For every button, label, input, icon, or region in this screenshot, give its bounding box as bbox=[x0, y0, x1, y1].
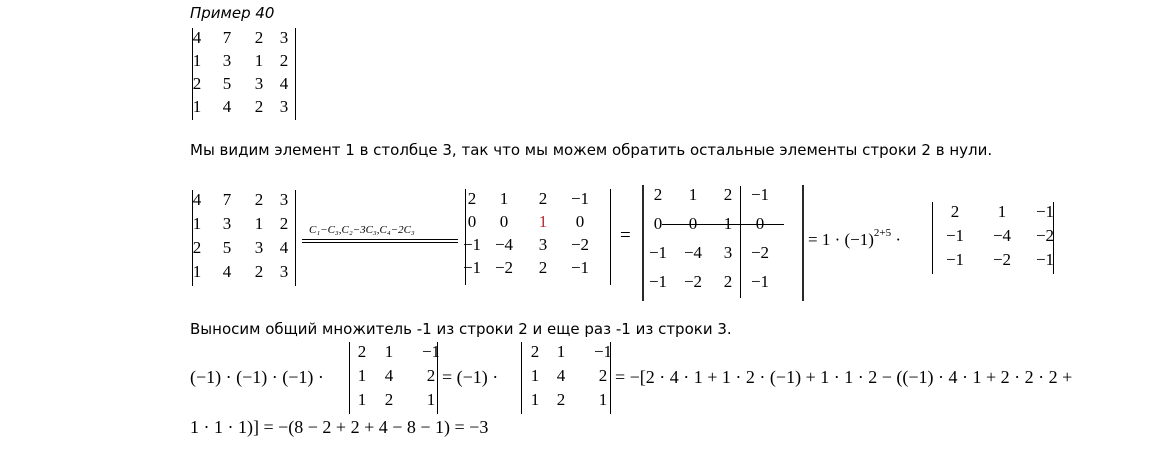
example-title: Пример 40 bbox=[190, 4, 275, 22]
matrix-cell: 2 bbox=[254, 262, 264, 281]
matrix-cell: 1 bbox=[384, 342, 394, 361]
matrix-cell: 0 bbox=[499, 212, 509, 231]
matrix-cell: −4 bbox=[992, 226, 1012, 245]
matrix-cell: 2 bbox=[467, 189, 477, 208]
matrix-cell: −1 bbox=[1035, 250, 1055, 269]
equals-sign: = bbox=[620, 225, 631, 246]
matrix-cell: 2 bbox=[653, 185, 663, 204]
matrix-cell: 2 bbox=[254, 28, 264, 47]
matrix-cell: 2 bbox=[530, 342, 540, 361]
column-strike-line bbox=[740, 186, 741, 298]
paragraph-1: Мы видим элемент 1 в столбце 3, так что мы можем обратить остальные элементы строки 2 в нули. bbox=[190, 141, 993, 159]
matrix-cell: 1 bbox=[254, 214, 264, 233]
matrix-cell: 3 bbox=[723, 243, 733, 262]
matrix-cell: −1 bbox=[945, 250, 965, 269]
line4: 1 · 1 · 1)] = −(8 − 2 + 2 + 4 − 8 − 1) = −3 bbox=[190, 417, 489, 437]
matrix-cell: 5 bbox=[222, 238, 232, 257]
operation-label: C₁−C₃,C₂−3C₃,C₄−2C₃ bbox=[309, 224, 415, 236]
matrix-cell: 2 bbox=[723, 272, 733, 291]
matrix-cell: 2 bbox=[598, 366, 608, 385]
matrix-cell: 2 bbox=[254, 97, 264, 116]
matrix-cell: 1 bbox=[192, 214, 202, 233]
matrix-cell: 2 bbox=[426, 366, 436, 385]
line3-mid: = (−1) · bbox=[442, 367, 499, 387]
matrix-cell: 1 bbox=[997, 202, 1007, 221]
matrix-cell: 2 bbox=[357, 342, 367, 361]
matrix-cell: 2 bbox=[384, 390, 394, 409]
matrix-cell: −1 bbox=[570, 189, 590, 208]
matrix-cell: −2 bbox=[683, 272, 703, 291]
row-strike-line bbox=[662, 224, 784, 225]
matrix-cell: 3 bbox=[279, 190, 289, 209]
matrix-cell: 0 bbox=[653, 214, 663, 233]
matrix-cell: 3 bbox=[279, 262, 289, 281]
matrix-cell: 3 bbox=[538, 235, 548, 254]
matrix-cell: 1 bbox=[538, 212, 548, 231]
matrix-cell: 1 bbox=[192, 97, 202, 116]
matrix-cell: 1 bbox=[192, 262, 202, 281]
matrix-cell: −2 bbox=[570, 235, 590, 254]
matrix-cell: 2 bbox=[279, 51, 289, 70]
matrix-cell: −2 bbox=[494, 258, 514, 277]
matrix-cell: 1 bbox=[254, 51, 264, 70]
line3-prefix: (−1) · (−1) · (−1) · bbox=[190, 367, 324, 387]
matrix-cell: −1 bbox=[462, 258, 482, 277]
matrix-cell: 4 bbox=[192, 28, 202, 47]
matrix-cell: 2 bbox=[192, 74, 202, 93]
matrix-cell: 4 bbox=[192, 190, 202, 209]
matrix-cell: 1 bbox=[426, 390, 436, 409]
matrix-cell: 2 bbox=[538, 258, 548, 277]
matrix-cell: 3 bbox=[254, 238, 264, 257]
matrix-cell: 4 bbox=[556, 366, 566, 385]
matrix-cell: 3 bbox=[222, 214, 232, 233]
matrix-cell: 2 bbox=[279, 214, 289, 233]
matrix-cell: 1 bbox=[530, 390, 540, 409]
matrix-cell: −1 bbox=[750, 272, 770, 291]
matrix-cell: −1 bbox=[593, 342, 613, 361]
matrix-cell: 3 bbox=[279, 97, 289, 116]
paragraph-2: Выносим общий множитель -1 из строки 2 и еще раз -1 из строки 3. bbox=[190, 320, 732, 338]
matrix-cell: 7 bbox=[222, 190, 232, 209]
matrix-cell: −1 bbox=[648, 243, 668, 262]
matrix-cell: 1 bbox=[357, 390, 367, 409]
matrix-cell: 7 bbox=[222, 28, 232, 47]
matrix-cell: −2 bbox=[750, 243, 770, 262]
matrix-cell: −1 bbox=[945, 226, 965, 245]
matrix-cell: 4 bbox=[279, 238, 289, 257]
matrix-cell: −2 bbox=[992, 250, 1012, 269]
cofactor-dot: · bbox=[895, 230, 902, 249]
matrix-cell: −4 bbox=[683, 243, 703, 262]
matrix-cell: 0 bbox=[575, 212, 585, 231]
matrix-cell: −1 bbox=[1035, 202, 1055, 221]
line3-tail: = −[2 · 4 · 1 + 1 · 2 · (−1) + 1 · 1 · 2 − ((−1) · 4 · 1 + 2 · 2 · 2 + bbox=[615, 367, 1073, 387]
matrix-cell: 2 bbox=[192, 238, 202, 257]
matrix-cell: −1 bbox=[648, 272, 668, 291]
matrix-cell: 2 bbox=[254, 190, 264, 209]
matrix-cell: 1 bbox=[556, 342, 566, 361]
matrix-cell: 1 bbox=[530, 366, 540, 385]
matrix-cell: −1 bbox=[570, 258, 590, 277]
cofactor-expression bbox=[808, 227, 902, 250]
matrix-cell: −1 bbox=[421, 342, 441, 361]
matrix-cell: 1 bbox=[357, 366, 367, 385]
matrix-cell: 2 bbox=[723, 185, 733, 204]
matrix-cell: 4 bbox=[222, 262, 232, 281]
matrix-cell: −4 bbox=[494, 235, 514, 254]
matrix-cell: 2 bbox=[538, 189, 548, 208]
double-arrow-line bbox=[302, 239, 458, 243]
matrix-cell: 1 bbox=[688, 185, 698, 204]
cofactor-prefix: = 1 · (−1) bbox=[808, 230, 874, 249]
matrix-cell: 1 bbox=[598, 390, 608, 409]
matrix-cell: 3 bbox=[279, 28, 289, 47]
matrix-cell: 3 bbox=[222, 51, 232, 70]
matrix-cell: 4 bbox=[222, 97, 232, 116]
matrix-cell: −1 bbox=[750, 185, 770, 204]
matrix-cell: 3 bbox=[254, 74, 264, 93]
matrix-cell: −2 bbox=[1035, 226, 1055, 245]
matrix-cell: 2 bbox=[950, 202, 960, 221]
matrix-cell: 4 bbox=[279, 74, 289, 93]
matrix-cell: 4 bbox=[384, 366, 394, 385]
matrix-cell: 0 bbox=[467, 212, 477, 231]
matrix-cell: 1 bbox=[499, 189, 509, 208]
cofactor-power: 2+5 bbox=[873, 227, 892, 239]
matrix-cell: 1 bbox=[192, 51, 202, 70]
matrix-cell: 5 bbox=[222, 74, 232, 93]
matrix-cell: −1 bbox=[462, 235, 482, 254]
matrix-cell: 2 bbox=[556, 390, 566, 409]
